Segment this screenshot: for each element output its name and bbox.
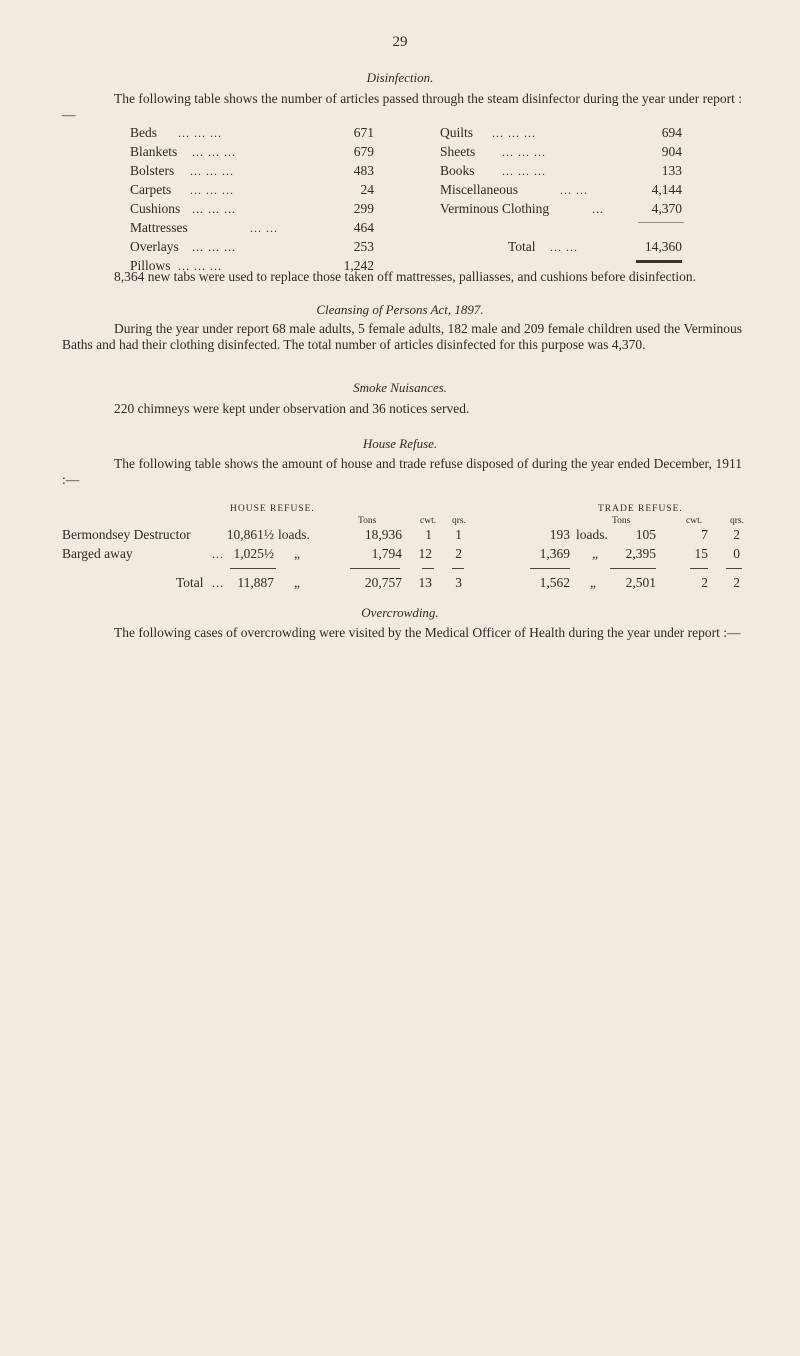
item-label: Overlays [130,239,179,254]
refuse-heading: House Refuse. [362,436,438,451]
refuse-loads: 10,861½ [226,527,274,542]
item-label: Books [440,163,475,178]
trade-qrs: 2 [733,527,740,542]
document-page: 29 Disinfection. The following table shows the number of articles passed through the steam disinfector during the year under report :— Beds ... ... ... 671 Blankets ... ... ... 679 Bolsters ... ... ... 483 Carpets ... ... ... 24 Cushions ... ... ... 299 Mattresses ... ... 464 Overlays ... ... ... 253 Pillows ... ... ... 1,242 Quilts ... ... ... 694 Sheets ... ... ... 904 Books ... ... ... 133 Miscellaneous ... ... 4,144 Verminous Clothing ... 4,370 Total ... ... 14,360 8,364 new tabs were used to replace those taken off mattresses, palliasses, and cushions before disinfection. Cleansing of Persons Act, 1897. During the year under report 68 male adults, 5 female adults, 182 male and 209 female children used the Verminous Baths and had their clothing disinfected. The total number of articles disinfected for this purpose was 4,370. Smoke Nuisances. 220 chimneys were kept under observation and 36 notices served. House Refuse. The following table shows the amount of house and trade refuse disposed of during the year ended December, 1911 :— HOUSE REFUSE. TRADE REFUSE. Tons cwt. qrs. Tons cwt. qrs. Bermondsey Destructor 10,861½ loads. 18,936 1 1 193 loads. 105 7 2 Barged away ... 1,025½ „ 1,794 12 2 1,369 „ 2,395 15 0 Total ... 11,887 „ 20,757 13 3 1,562 „ 2,501 2 2 Overcrowding. The following cases of overcrowding were visited by the Medical Officer of Health during the year under report :— [0,0,800,1356]
item-value: 4,144 [651,182,682,197]
col-cwt-trade: cwt. [686,516,703,526]
col-tons-trade: Tons [612,516,631,526]
item-label: Sheets [440,144,476,159]
refuse-total-tons: 20,757 [364,575,402,590]
item-value: 904 [661,144,682,159]
item-label: Cushions [130,201,181,216]
trade-tons: 2,395 [625,546,656,561]
refuse-row-label: Bermondsey Destructor [62,527,191,542]
item-value: 671 [353,125,374,140]
trade-total-loads: 1,562 [539,575,570,590]
total-label: Total [508,239,536,254]
item-label: Quilts [440,125,474,140]
sum-rule [422,568,434,569]
item-value: 4,370 [651,201,682,216]
subtotal-rule [638,222,684,223]
sum-rule [726,568,742,569]
sum-rule [610,568,656,569]
item-value: 253 [353,239,374,254]
smoke-heading: Smoke Nuisances. [353,380,447,395]
refuse-cwt: 1 [425,527,432,542]
refuse-total-label: Total [176,575,204,590]
refuse-loads: 1,025½ [233,546,274,561]
trade-refuse-header: TRADE REFUSE. [598,504,683,514]
overcrowding-heading: Overcrowding. [361,605,439,620]
sum-rule [530,568,570,569]
item-label: Miscellaneous [440,182,518,197]
item-value: 133 [661,163,682,178]
col-qrs: qrs. [452,516,466,526]
trade-loads: 1,369 [539,546,570,561]
sum-rule [452,568,464,569]
sum-rule [690,568,708,569]
item-label: Carpets [130,182,172,197]
refuse-tons: 18,936 [364,527,402,542]
trade-unit: loads. [576,527,608,542]
refuse-total-unit: „ [294,575,300,590]
trade-total-qrs: 2 [733,575,740,590]
item-value: 24 [360,182,374,197]
house-refuse-header: HOUSE REFUSE. [230,504,315,514]
refuse-row-label: Barged away [62,546,133,561]
item-label: Pillows [130,258,171,273]
refuse-unit: loads. [278,527,310,542]
item-value: 694 [661,125,682,140]
refuse-intro: The following table shows the amount of house and trade refuse disposed of during the year ended December, 1911 :— [62,456,742,487]
trade-loads: 193 [549,527,570,542]
item-value: 483 [353,163,374,178]
trade-total-unit: „ [590,575,596,590]
cleansing-heading: Cleansing of Persons Act, 1897. [316,302,484,317]
disinfection-intro: The following table shows the number of articles passed through the steam disinfector during the year under report :— [62,91,742,122]
total-double-rule [636,260,682,263]
refuse-tons: 1,794 [371,546,402,561]
trade-cwt: 15 [694,546,708,561]
sum-rule [230,568,276,569]
item-label: Beds [130,125,157,140]
trade-total-tons: 2,501 [625,575,656,590]
trade-qrs: 0 [733,546,740,561]
item-label: Mattresses [130,220,188,235]
refuse-total-loads: 11,887 [237,575,274,590]
total-value: 14,360 [644,239,682,254]
refuse-qrs: 2 [455,546,462,561]
disinfection-note: 8,364 new tabs were used to replace those taken off mattresses, palliasses, and cushions before disinfection. [114,269,696,284]
cleansing-text: During the year under report 68 male adults, 5 female adults, 182 male and 209 female children used the Verminous Baths and had their clothing disinfected. The total number of articles disinfected for this purpose was 4,370. [62,321,742,352]
disinfection-heading: Disinfection. [366,70,434,85]
refuse-cwt: 12 [418,546,432,561]
item-label: Bolsters [130,163,175,178]
page-number: 29 [392,34,408,50]
item-label: Verminous Clothing [440,201,550,216]
item-value: 1,242 [343,258,374,273]
col-tons: Tons [358,516,377,526]
item-value: 679 [353,144,374,159]
item-label: Blankets [130,144,178,159]
smoke-text: 220 chimneys were kept under observation and 36 notices served. [114,401,470,416]
item-value: 464 [353,220,374,235]
refuse-unit: „ [294,546,300,561]
trade-unit: „ [592,546,598,561]
trade-total-cwt: 2 [701,575,708,590]
trade-tons: 105 [635,527,656,542]
col-cwt: cwt. [420,516,437,526]
col-qrs-trade: qrs. [730,516,744,526]
refuse-total-cwt: 13 [418,575,432,590]
refuse-total-qrs: 3 [455,575,462,590]
sum-rule [350,568,400,569]
trade-cwt: 7 [701,527,708,542]
refuse-qrs: 1 [455,527,462,542]
overcrowding-text: The following cases of overcrowding were visited by the Medical Officer of Health during the year under report :— [114,625,741,640]
item-value: 299 [353,201,374,216]
